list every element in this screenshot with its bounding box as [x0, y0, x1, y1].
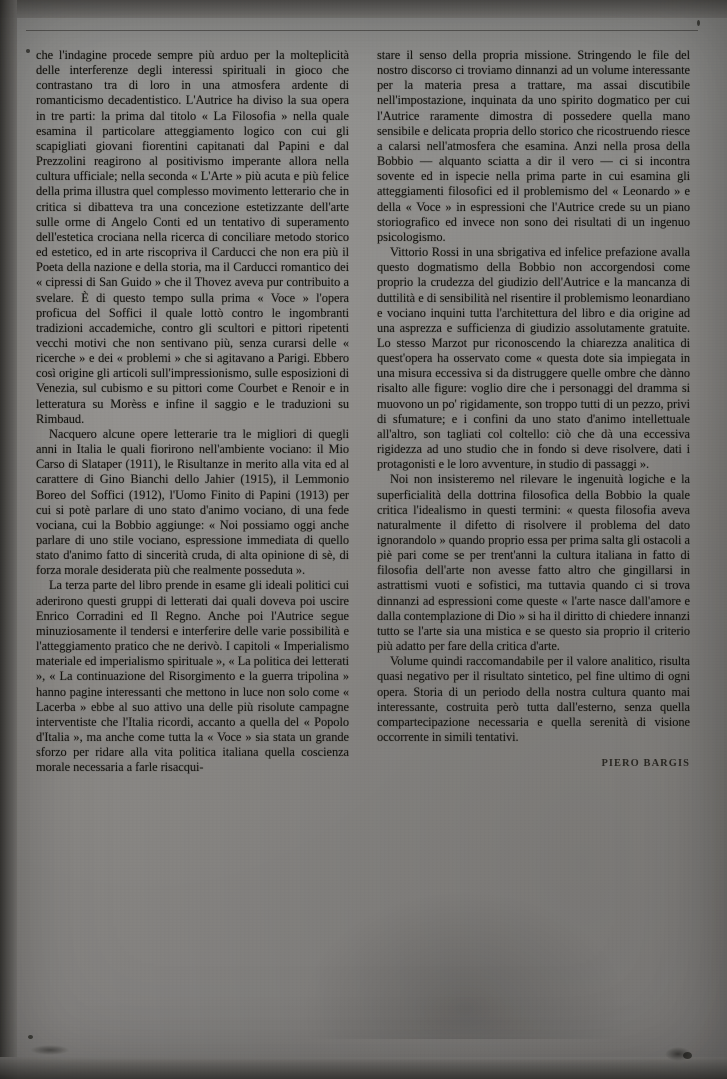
- scan-smudge-left: [30, 1045, 70, 1055]
- scan-shadow: [300, 889, 630, 1039]
- column-left: [36, 48, 349, 776]
- page-content: [36, 48, 691, 776]
- scan-smudge-right: [665, 1047, 691, 1061]
- speck-2: [26, 49, 30, 53]
- paragraph: Nacquero alcune opere letterarie tra le migliori di quegli anni in Italia le quali fiorirono nell'ambiente vociano: il Mio Carso di Slataper (1911), le Risultanze in merito alla vita ed al carattere di Gino Bianchi dello Jahier (1915), il Lemmonio Boreo del Soffici (1912), l'Uomo Finito di Papini (1913) per cui si potè parlare di uno stato d'animo vociano, di una fede vociana, cui la Bobbio aggiunge: « Noi possiamo oggi anche parlare di uno stile vociano, espressione immediata di quello stato d'animo fatto di sincerità cruda, di alta opinione di sè, di forza morale desiderata più che realmente posseduta ».: [36, 426, 349, 578]
- page-edge-bottom: [0, 1057, 727, 1079]
- page-edge-left: [0, 0, 17, 1079]
- page-edge-top: [0, 0, 727, 18]
- paragraph: Vittorio Rossi in una sbrigativa ed infelice prefazione avalla questo dogmatismo della Bobbio non accorgendosi come proprio la crudezza del giudizio dell'Autrice e la mancanza di duttilità e di sensibilità nel risentire il problemismo leonardiano e vociano inquini tutta l'architettura del libro e dia origine ad una asprezza e sufficienza di giudizio assolutamente gratuite. Lo stesso Marzot pur riconoscendo la chiarezza analitica di quest'opera ha osservato come « questa dote sia impiegata in una misura eccessiva si da distruggere quelle ombre che dànno risalto alle figure: voglio dire che i personaggi del dramma si muovono un po' rigidamente, son troppo tutti di un pezzo, privi di sfumature; e i confini da uno stato d'animo intellettuale all'altro, son tagliati col coltello: ciò che dà una eccessiva rigidezza ad uno studio che in fondo si deve risolvere, dati i protagonisti e le loro avventure, in studio di passaggi ».: [377, 245, 690, 472]
- speck-3: [28, 1035, 33, 1039]
- speck-1: [697, 20, 700, 26]
- paragraph: Noi non insisteremo nel rilevare le ingenuità logiche e la superficialità della dottrina filosofica della Bobbio la quale critica l'idealismo in questi termini: « questa filosofia aveva naturalmente il difetto di risolvere il problema del dato ignorandolo » quando proprio essa per prima salta gli ostacoli a piè pari come se per trent'anni la cultura italiana in fatto di filosofia dell'arte non avesse fatto altro che gingillarsi in astrattismi vuoti e sofistici, ma tuttavia quando ci si trova dinnanzi ad espressioni come queste « l'arte nasce dall'amore e dalla contemplazione di Dio » si ha il diritto di chiedere innanzi tutto se l'arte sia una mistica e se questo sia proprio il criterio più adatto per fare della critica d'arte.: [377, 472, 690, 654]
- paragraph: La terza parte del libro prende in esame gli ideali politici cui aderirono questi gruppi di letterati dai quali doveva poi uscire Enrico Corradini ed Il Regno. Anche poi l'Autrice segue minuziosamente il tendersi e interferire delle varie possibilità e l'atteggiamento pratico che ne derivò. I capitoli « Imperialismo materiale ed imperialismo spirituale », « La politica dei letterati », « La continuazione del Risorgimento e la guerra tripolina » hanno pagine interessanti che mettono in luce non solo come « Lacerba » ebbe al suo attivo una delle più risolute campagne interventiste che l'Italia ricordi, accanto a quella del « Popolo d'Italia », ma anche come tutta la « Voce » sia stata un grande sforzo per ridare alla vita politica italiana quella coscienza morale necessaria a farle risacqui-: [36, 578, 349, 775]
- author-signature: PIERO BARGIS: [601, 758, 690, 770]
- paragraph: Volume quindi raccomandabile per il valore analitico, risulta quasi negativo per il risultato sintetico, pel fine ultimo di ogni opera. Storia di un periodo della nostra cultura quanto mai interessante, costruita però tutta dall'esterno, senza quella compartecipazione necessaria e quella serenità di visione occorrente in simili tentativi.: [377, 654, 690, 745]
- paragraph: stare il senso della propria missione. Stringendo le file del nostro discorso ci troviamo dinnanzi ad un volume interessante per la materia presa a trattare, ma assai discutibile nell'impostazione, inquinata da uno spirito dogmatico per cui l'Autrice raramente dimostra di possedere quella mano sensibile e delicata propria dello storico che ricostruendo riesce a calarsi nell'atmosfera che esamina. Anzi nella prosa della Bobbio — alquanto sciatta a dir il vero — ci si incontra sovente ed in ispecie nella prima parte in cui esamina gli atteggiamenti filosofici ed il problemismo del « Leonardo » e della « Voce » in espressioni che l'Autrice crede su un piano storiografico ed invece non sono dei risultati di un ingenuo psicologismo.: [377, 48, 690, 244]
- column-right: [377, 48, 690, 776]
- paragraph: che l'indagine procede sempre più arduo per la molteplicità delle interferenze degli interessi spirituali in gioco che contrastano tra di loro in una atmosfera ardente di romanticismo decadentistico. L'Autrice ha diviso la sua opera in tre parti: la prima dal titolo « La Filosofia » nella quale esamina il particolare atteggiamento logico con cui gli scapigliati giovani fiorentini capitanati dal Papini e dal Prezzolini reagirono al positivismo imperante allora nella cultura ufficiale; nella seconda « L'Arte » più acuta e più felice della prima illustra quel complesso movimento letterario che in critica si dibatteva tra una concezione estetizzante dell'arte sulle orme di Angelo Conti ed un tentativo di superamento dell'estetica crociana nella ricerca di conciliare metodo storico ed estetico, ed in arte riscopriva il Carducci che non era più il Poeta della nazione e della storia, ma il Carducci romantico dei « cipressi di San Guido » che il Thovez aveva pur contribuito a svelare. È di questo tempo sulla prima « Voce » l'opera proficua del Soffici il quale lottò contro le ingombranti tradizioni accademiche, contro gli scultori e pittori ripetenti vecchi motivi che non sentivano più, senza curarsi delle « ricerche » e dei « problemi » che si agitavano a Parigi. Ebbero così origine gli articoli sull'impressionismo, sulle esposizioni di Venezia, sul cubismo e su pittori come Courbet e Renoir e in letteratura su Morèss e infine il saggio e le traduzioni su Rimbaud.: [36, 48, 349, 426]
- page-top-rule: [26, 30, 698, 31]
